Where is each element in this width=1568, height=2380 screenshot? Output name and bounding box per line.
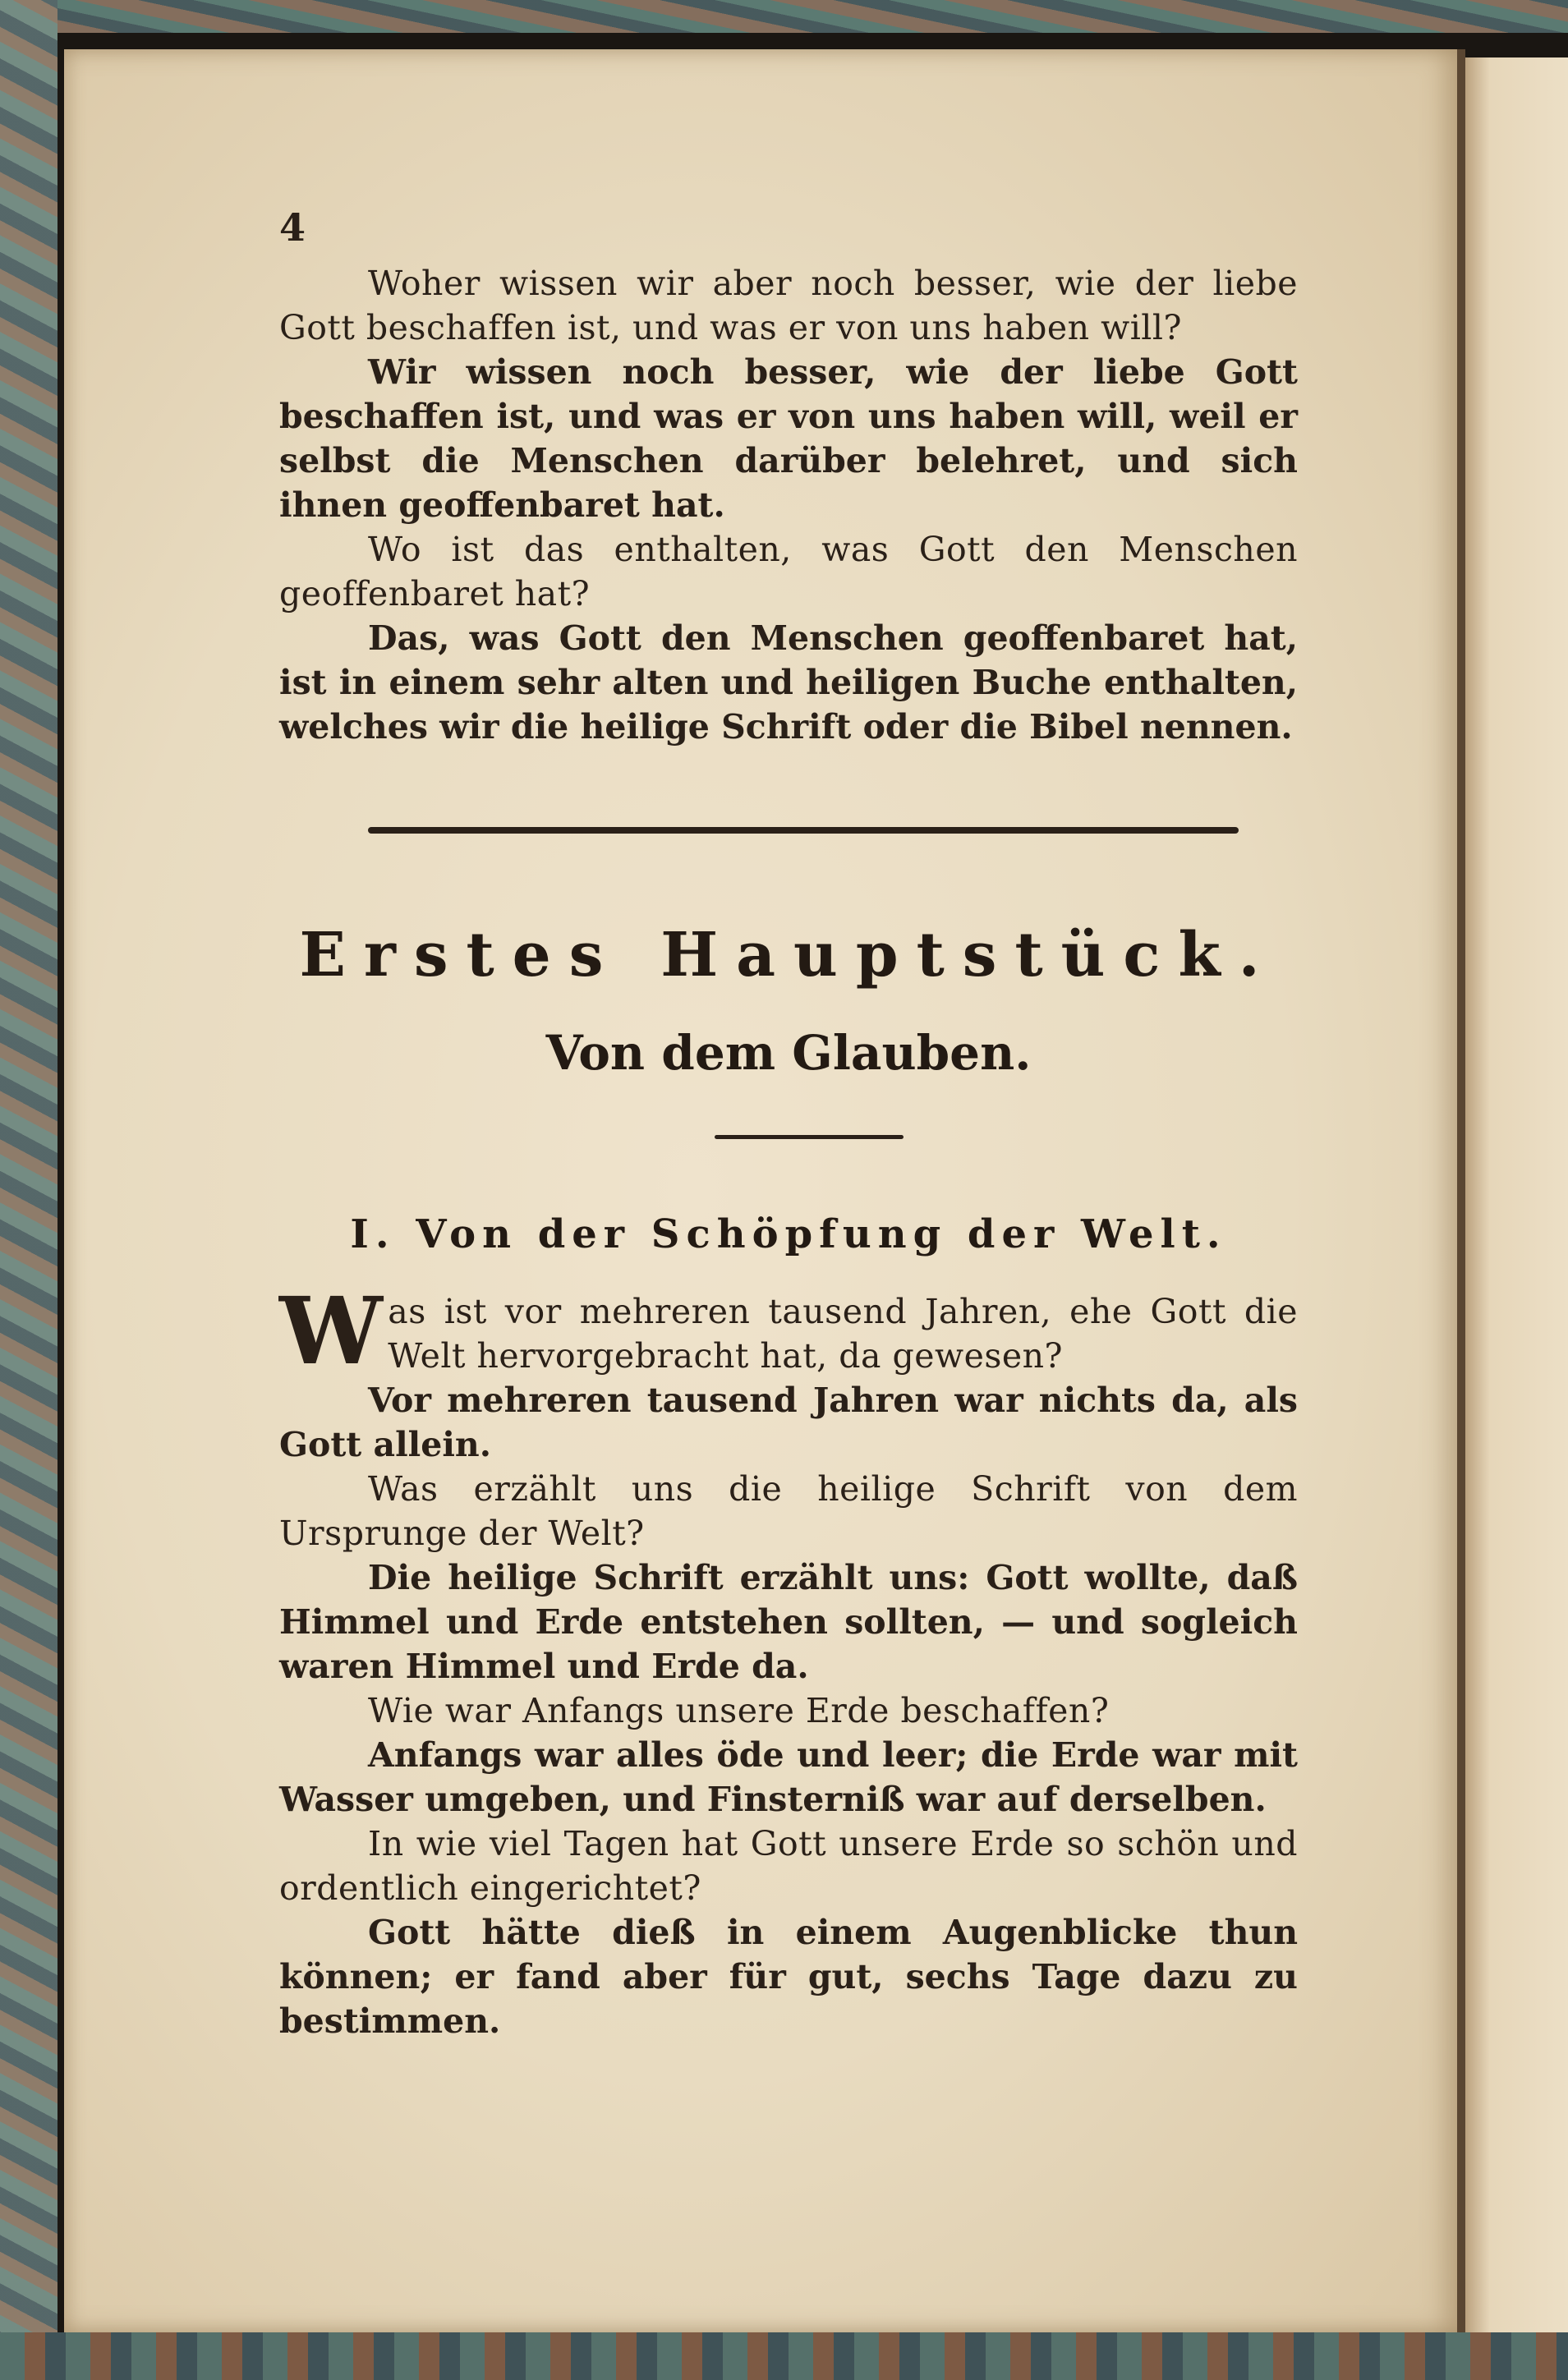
answer: Gott hätte dieß in einem Augenblicke thun können; er fand aber für gut, sechs Tage dazu zu bestimmen. (279, 1913, 1298, 2041)
answer: Wir wissen noch besser, wie der liebe Gott beschaffen ist, und was er von uns haben will, weil er selbst die Menschen darüber belehret, und sich ihnen geoffenbaret hat. (279, 352, 1298, 525)
book-cover-bottom (0, 2332, 1568, 2380)
question: Wo ist das enthalten, was Gott den Menschen geoffenbaret hat? (279, 530, 1298, 613)
chapter-title: Erstes Hauptstück. (299, 920, 1278, 990)
chapter-subtitle: Von dem Glauben. (545, 1025, 1032, 1081)
question: Wie war Anfangs unsere Erde beschaffen? (368, 1691, 1110, 1730)
answer: Die heilige Schrift erzählt uns: Gott wollte, daß Himmel und Erde entstehen sollten, — und sogleich waren Himmel und Erde da. (279, 1558, 1298, 1686)
question: Was erzählt uns die heilige Schrift von dem Ursprunge der Welt? (279, 1469, 1298, 1553)
facing-page-edge (1464, 57, 1568, 2332)
answer: Vor mehreren tausend Jahren war nichts da, als Gott allein. (279, 1381, 1298, 1464)
divider-short (715, 1135, 904, 1139)
question-text: as ist vor mehreren tausend Jahren, ehe Gott die Welt hervorgebracht hat, da gewesen? (388, 1292, 1298, 1376)
page-gutter (1457, 49, 1465, 2332)
divider-rule (368, 827, 1239, 834)
answer: Das, was Gott den Menschen geoffenbaret hat, ist in einem sehr alten und heiligen Buche enthalten, welches wir die heilige Schrift oder die Bibel nennen. (279, 618, 1298, 747)
question: In wie viel Tagen hat Gott unsere Erde so schön und ordentlich eingerichtet? (279, 1824, 1298, 1908)
intro-text (279, 261, 1298, 749)
section-title: I. Von der Schöpfung der Welt. (350, 1211, 1227, 1257)
question: Woher wissen wir aber noch besser, wie der liebe Gott beschaffen ist, und was er von uns haben will? (279, 264, 1298, 347)
drop-cap: W (279, 1278, 384, 1385)
question (279, 1278, 1298, 1385)
answer: Anfangs war alles öde und leer; die Erde war mit Wasser umgeben, und Finsterniß war auf derselben. (279, 1735, 1298, 1819)
section-text (279, 1278, 1298, 2043)
book-cover-marbled-edge (0, 0, 57, 2380)
book-cover-top (0, 0, 1568, 33)
page-number: 4 (279, 205, 306, 250)
